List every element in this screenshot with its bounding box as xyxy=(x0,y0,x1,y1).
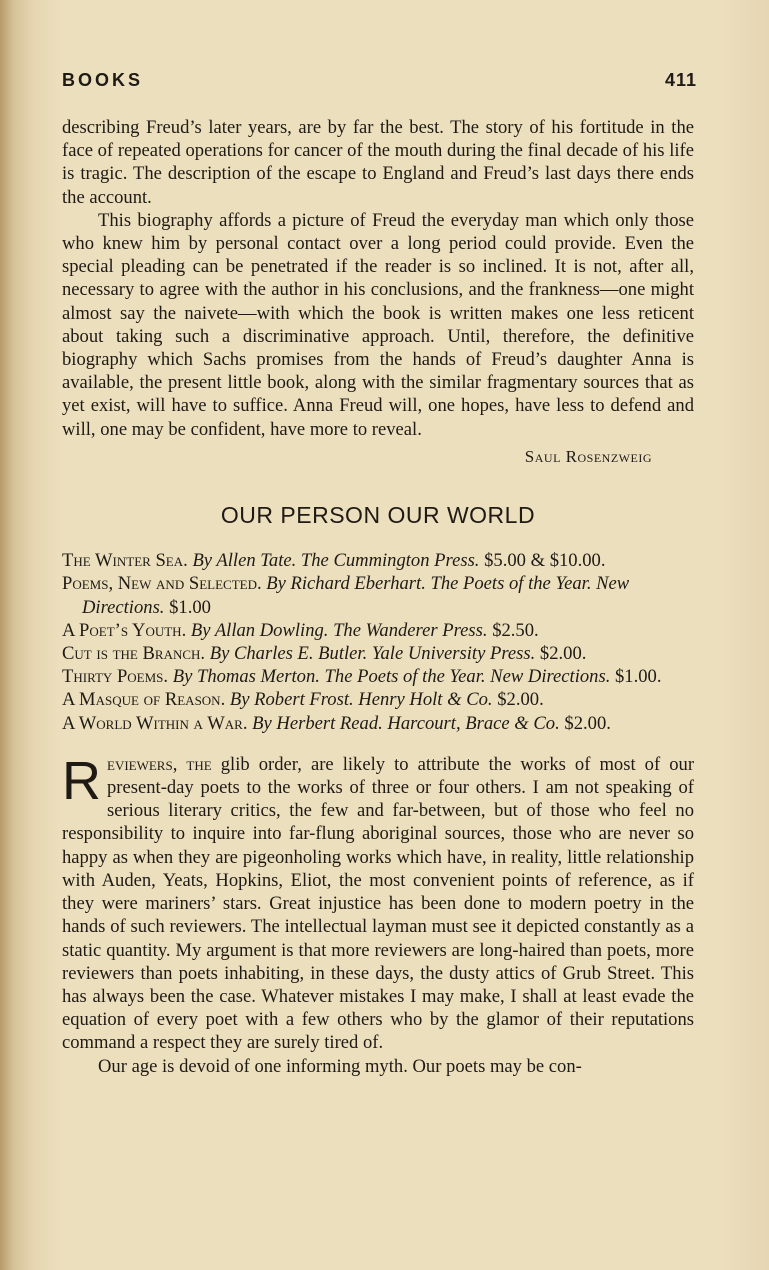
book-entry xyxy=(62,619,694,642)
book-list xyxy=(62,549,694,735)
section-header: BOOKS xyxy=(62,70,144,90)
book-title: A Poet’s Youth. xyxy=(62,619,187,641)
book-entry xyxy=(62,572,694,618)
book-price: $1.00. xyxy=(615,666,662,688)
previous-review-paragraph: describing Freud’s later years, are by far the best. The story of his fortitude in the face of repeated operations for cancer of the mouth during the final decade of his life is tragic. The description of the escape to England and Freud’s last days there ends the account. xyxy=(62,117,694,208)
book-byline: By Robert Frost. Henry Holt & Co. xyxy=(229,689,493,711)
book-byline: By Allen Tate. The Cummington Press. xyxy=(192,550,480,572)
book-byline: By Allan Dowling. The Wanderer Press. xyxy=(190,619,488,641)
book-entry xyxy=(62,665,694,688)
book-price: $5.00 & $10.00. xyxy=(484,550,606,572)
book-entry xyxy=(62,712,694,735)
book-byline: By Charles E. Butler. Yale University Press. xyxy=(209,643,536,665)
book-price: $2.50. xyxy=(492,619,539,641)
book-price: $2.00. xyxy=(497,689,544,711)
page-body xyxy=(62,116,694,1078)
book-entry xyxy=(62,642,694,665)
book-byline: By Thomas Merton. The Poets of the Year. New Directions. xyxy=(172,666,611,688)
drop-cap: R xyxy=(62,750,101,811)
book-price: $1.00 xyxy=(169,596,211,618)
book-title: The Winter Sea. xyxy=(62,550,188,572)
book-byline: By Richard Eberhart. The Poets of the Year. New Directions. xyxy=(82,573,630,618)
book-title: A Masque of Reason. xyxy=(62,689,226,711)
reviewer-signature: Saul Rosenzweig xyxy=(524,446,652,466)
book-entry xyxy=(62,688,694,711)
book-byline: By Herbert Read. Harcourt, Brace & Co. xyxy=(252,712,560,734)
book-price: $2.00. xyxy=(539,643,587,665)
book-title: A World Within a War. xyxy=(62,712,248,734)
review-lead-words: eviewers, the xyxy=(107,753,212,775)
book-title: Poems, New and Selected. xyxy=(62,573,262,595)
running-header xyxy=(62,70,697,94)
review-second-paragraph: Our age is devoid of one informing myth. Our poets may be con- xyxy=(98,1055,582,1077)
previous-review-paragraph: This biography affords a picture of Freud the everyday man which only those who knew him by personal contact over a long period could provide. Even the special pleading can be penetrated if the reader is so inclined. It is not, after all, necessary to agree with the author in his conclusions, and the frankness—one might almost say the naivete—with which the book is written makes one less reticent about taking such a discriminative approach. Until, therefore, the definitive biography which Sachs promises from the hands of Freud’s daughter Anna is available, the present little book, along with the similar fragmentary sources that as yet exist, will have to suffice. Anna Freud will, one hopes, have less to defend and will, one may be confident, have more to reveal. xyxy=(62,209,694,440)
book-title: Cut is the Branch. xyxy=(62,643,206,665)
review-paragraph-text: glib order, are likely to attribute the works of most of our present-day poets to the works of three or four others. I am not speaking of serious literary critics, the few and far-between, but of those who feel no responsibility to inquire into far-flung aboriginal sources, those who are never so happy as when they are pigeonholing works which have, in reality, little relationship with Auden, Yeats, Hopkins, Eliot, the most convenient points of reference, as if they were mariners’ stars. Great injustice has been done to modern poetry in the hands of such reviewers. The intellectual layman must see it depicted constantly as a static quantity. My argument is that more reviewers are long-haired than poets, more reviewers than poets inhabiting, in these days, the dusty attics of Grub Street. This has always been the case. Whatever mistakes I may make, I shall at least evade the equation of every poet with a few others who by the glamor of their reputations command a respect they are surely tired of. xyxy=(62,753,695,1054)
book-title: Thirty Poems. xyxy=(62,666,169,688)
book-price: $2.00. xyxy=(564,712,611,734)
section-title: OUR PERSON OUR WORLD xyxy=(220,502,536,529)
review-first-paragraph xyxy=(62,750,695,1055)
page-number: 411 xyxy=(664,70,697,90)
book-entry xyxy=(62,549,694,572)
